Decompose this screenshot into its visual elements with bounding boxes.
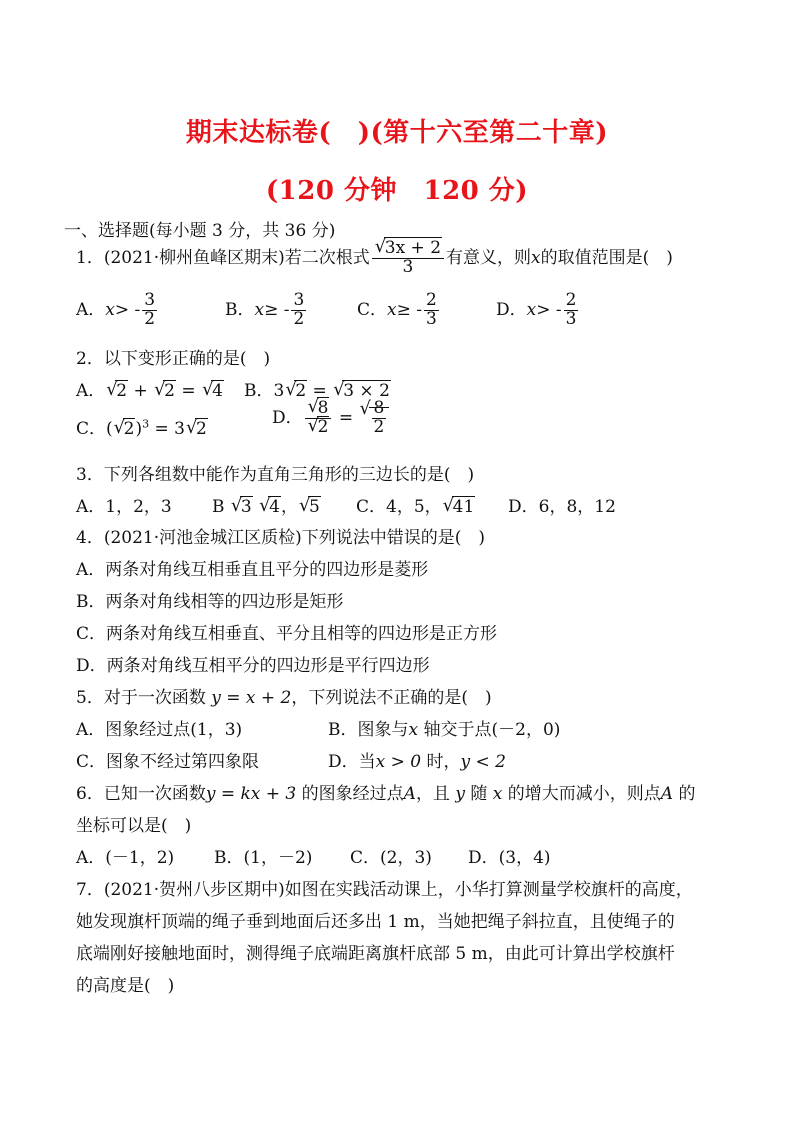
question-4-option-d: D．两条对角线互相平分的四边形是平行四边形 (76, 656, 430, 676)
question-2-option-d: D． √ 8 √ 2 = √ $\frac{8}{2}$ (272, 400, 389, 437)
question-3-option-d: D．6，8，12 (508, 497, 616, 517)
question-3-option-b: B √ 3 √ 4，√ 5 (212, 492, 321, 517)
question-5-stem: 5．对于一次函数 y = x + 2，下列说法不正确的是( ) (76, 688, 492, 708)
question-1-stem: 1．(2021·柳州鱼峰区期末)若二次根式 √ $\frac{3x + 2}{3}$ 有意义，则x的取值范围是( ) (76, 240, 673, 277)
question-2-option-c: C．(√ 2)$^3$ = 3√ 2 (76, 414, 208, 439)
question-5-option-d: D．当x > 0 时，y < 2 (328, 752, 506, 772)
question-2-option-a: A．√ 2 + √ 2 = √ 4 (76, 376, 224, 401)
exam-subtitle: (120 分钟 120 分) (265, 176, 529, 206)
question-2-option-b: B．3√ 2 = √ 3 × 2 (244, 376, 391, 401)
question-6-option-c: C．(2，3) (350, 848, 432, 868)
question-5-option-a: A．图象经过点(1，3) (76, 720, 243, 740)
question-6-stem-cont: 坐标可以是( ) (76, 816, 192, 836)
question-6-stem: 6．已知一次函数y = kx + 3 的图象经过点A，且 y 随 x 的增大而减小，则点A 的 (76, 784, 696, 804)
question-6-option-a: A．(－1，2) (76, 848, 175, 868)
radical-fraction: √ $\frac{3x + 2}{3}$ (372, 240, 444, 277)
question-5-option-c: C．图象不经过第四象限 (76, 752, 260, 772)
section-heading: 一、选择题(每小题 3 分，共 36 分) (64, 221, 336, 241)
question-6-option-d: D．(3，4) (468, 848, 551, 868)
question-3-option-c: C．4，5，√ 41 (356, 492, 475, 517)
question-7-line-4: 的高度是( ) (76, 976, 175, 996)
question-4-option-a: A．两条对角线互相垂直且平分的四边形是菱形 (76, 560, 429, 580)
question-1-option-a: A．x> - $\frac{3}{2}$ (76, 290, 156, 329)
question-4-option-b: B．两条对角线相等的四边形是矩形 (76, 592, 344, 612)
question-7-line-1: 7．(2021·贺州八步区期中)如图在实践活动课上，小华打算测量学校旗杆的高度， (76, 880, 693, 900)
question-7-line-2: 她发现旗杆顶端的绳子垂到地面后还多出 1 m，当她把绳子斜拉直，且使绳子的 (76, 912, 675, 932)
question-4-stem: 4．(2021·河池金城江区质检)下列说法中错误的是( ) (76, 528, 486, 548)
question-7-line-3: 底端刚好接触地面时，测得绳子底端距离旗杆底部 5 m，由此可计算出学校旗杆 (76, 944, 675, 964)
question-2-stem: 2．以下变形正确的是( ) (76, 349, 271, 369)
question-1-option-d: D．x> - $\frac{2}{3}$ (496, 290, 577, 329)
question-4-option-c: C．两条对角线互相垂直、平分且相等的四边形是正方形 (76, 624, 498, 644)
question-3-option-a: A．1，2，3 (76, 497, 172, 517)
question-1-option-c: C．x≥ - $\frac{2}{3}$ (357, 290, 437, 329)
question-5-option-b: B．图象与x 轴交于点(－2，0) (328, 720, 561, 740)
question-3-stem: 3．下列各组数中能作为直角三角形的三边长的是( ) (76, 465, 475, 485)
question-6-option-b: B．(1，－2) (214, 848, 313, 868)
question-1-option-b: B．x≥ - $\frac{3}{2}$ (225, 290, 305, 329)
exam-title: 期末达标卷( )(第十六至第二十章) (185, 118, 609, 148)
